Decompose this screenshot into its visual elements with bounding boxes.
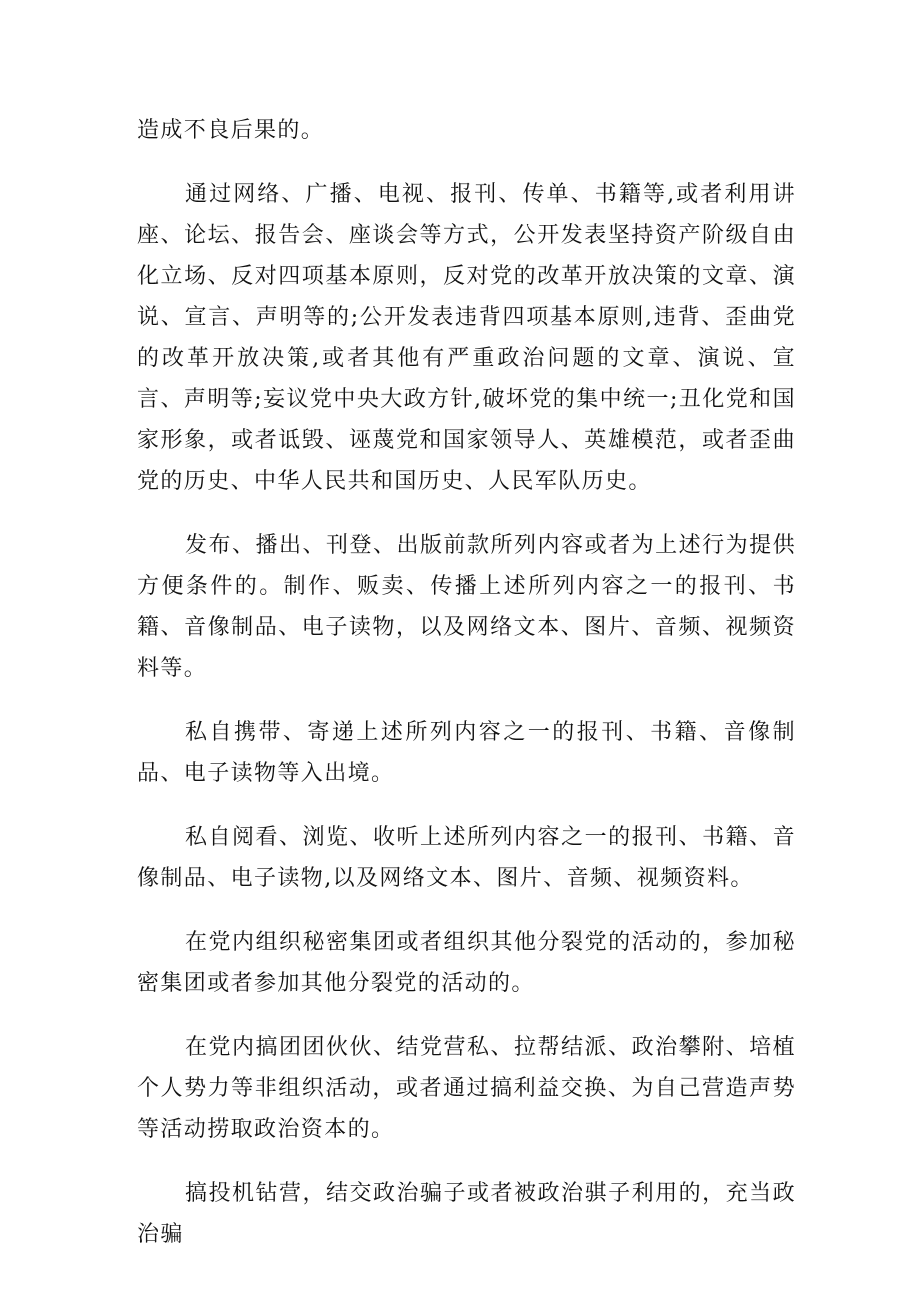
paragraph-continuation: 造成不良后果的。 [137, 118, 325, 143]
paragraph-secret-groups: 在党内组织秘密集团或者组织其他分裂党的活动的，参加秘密集团或者参加其他分裂党的活动的。 [137, 930, 796, 996]
paragraph-distribution: 发布、播出、刊登、出版前款所列内容或者为上述行为提供方便条件的。制作、贩卖、传播上述所列内容之一的报刊、书籍、音像制品、电子读物，以及网络文本、图片、音频、视频资料等。 [137, 533, 796, 681]
paragraph-private-viewing: 私自阅看、浏览、收听上述所列内容之一的报刊、书籍、音像制品、电子读物,以及网络文本、图片、音频、视频资料。 [137, 825, 796, 891]
paragraph-opportunism: 搞投机钻营，结交政治骗子或者被政治骐子利用的，充当政治骗 [137, 1181, 796, 1247]
paragraph-factions: 在党内搞团团伙伙、结党营私、拉帮结派、政治攀附、培植个人势力等非组织活动，或者通过搞利益交换、为自己营造声势等活动捞取政治资本的。 [137, 1035, 796, 1142]
paragraph-online-publication: 通过网络、广播、电视、报刊、传单、书籍等,或者利用讲座、论坛、报告会、座谈会等方式，公开发表坚持资产阶级自由化立场、反对四项基本原则，反对党的改革开放决策的文章、演说、宣言、声明等的;公开发表违背四项基本原则,违背、歪曲党的改革开放决策,或者其他有严重政治问题的文章、演说、宣言、声明等;妄议党中央大政方针,破坏党的集中统一;丑化党和国家形象，或者诋毁、诬蔑党和国家领导人、英雄模范，或者歪曲党的历史、中华人民共和国历史、人民军队历史。 [137, 182, 796, 494]
paragraph-cross-border: 私自携带、寄递上述所列内容之一的报刊、书籍、音像制品、电子读物等入出境。 [137, 720, 796, 786]
